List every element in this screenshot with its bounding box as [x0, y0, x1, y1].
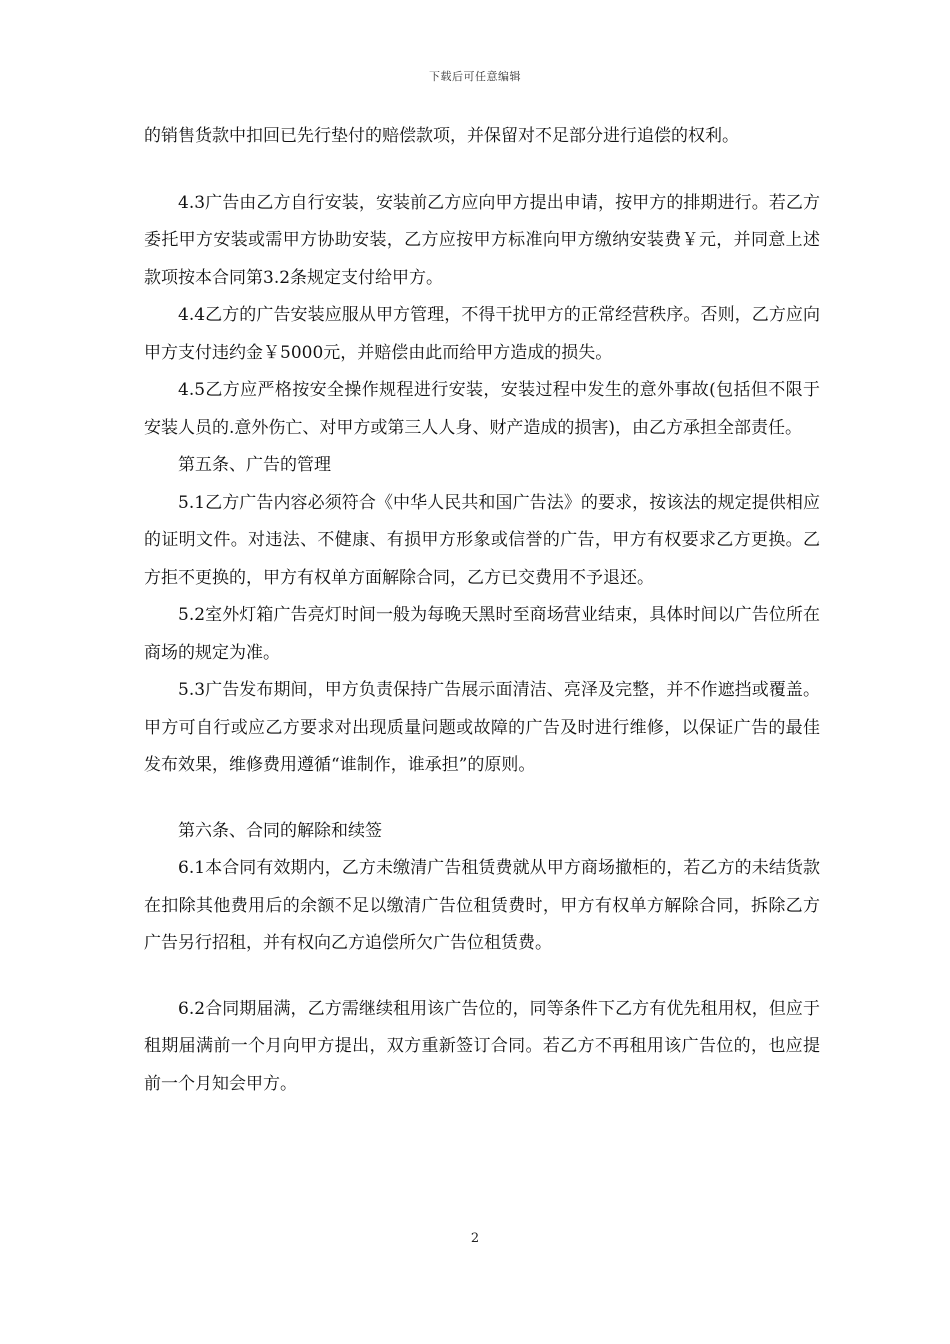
clause-5-1: 5.1乙方广告内容必须符合《中华人民共和国广告法》的要求，按该法的规定提供相应的证明文件。对违法、不健康、有损甲方形象或信誉的广告，甲方有权要求乙方更换。乙方拒不更换的，甲方有权单方面解除合同，乙方已交费用不予退还。: [144, 492, 820, 588]
page-number: 2: [470, 1231, 480, 1246]
paragraph-continuation: 的销售货款中扣回已先行垫付的赔偿款项，并保留对不足部分进行追偿的权利。: [144, 126, 739, 146]
clause-6-2: 6.2合同期届满，乙方需继续租用该广告位的，同等条件下乙方有优先租用权，但应于租期届满前一个月向甲方提出，双方重新签订合同。若乙方不再租用该广告位的，也应提前一个月知会甲方。: [144, 998, 820, 1094]
article-6-heading: 第六条、合同的解除和续签: [178, 820, 382, 841]
paragraph-spacer: [144, 156, 820, 185]
paragraph-spacer: [144, 963, 820, 991]
document-body: [144, 118, 820, 1103]
clause-5-3: 5.3广告发布期间，甲方负责保持广告展示面清洁、亮泽及完整，并不作遮挡或覆盖。甲方可自行或应乙方要求对出现质量问题或故障的广告及时进行维修，以保证广告的最佳发布效果，维修费用遵循“谁制作，谁承担”的原则。: [144, 680, 820, 775]
clause-6-1: 6.1本合同有效期内，乙方未缴清广告租赁费就从甲方商场撤柜的，若乙方的未结货款在扣除其他费用后的余额不足以缴清广告位租赁费时，甲方有权单方解除合同，拆除乙方广告另行招租，并有权向乙方追偿所欠广告位租赁费。: [144, 858, 820, 953]
clause-5-2: 5.2室外灯箱广告亮灯时间一般为每晚天黑时至商场营业结束，具体时间以广告位所在商场的规定为准。: [144, 605, 820, 663]
article-5-heading: 第五条、广告的管理: [178, 455, 331, 475]
clause-4-3: 4.3广告由乙方自行安装，安装前乙方应向甲方提出申请，按甲方的排期进行。若乙方委托甲方安装或需甲方协助安装，乙方应按甲方标准向甲方缴纳安装费￥元，并同意上述款项按本合同第3.2条规定支付给甲方。: [144, 192, 820, 288]
clause-4-4: 4.4乙方的广告安装应服从甲方管理，不得干扰甲方的正常经营秩序。否则，乙方应向甲方支付违约金￥5000元，并赔偿由此而给甲方造成的损失。: [144, 305, 820, 363]
clause-4-5: 4.5乙方应严格按安全操作规程进行安装，安装过程中发生的意外事故(包括但不限于安装人员的.意外伤亡、对甲方或第三人人身、财产造成的损害)，由乙方承担全部责任。: [144, 380, 820, 438]
paragraph-spacer: [144, 785, 820, 813]
header-note: 下载后可任意编辑: [429, 70, 521, 83]
